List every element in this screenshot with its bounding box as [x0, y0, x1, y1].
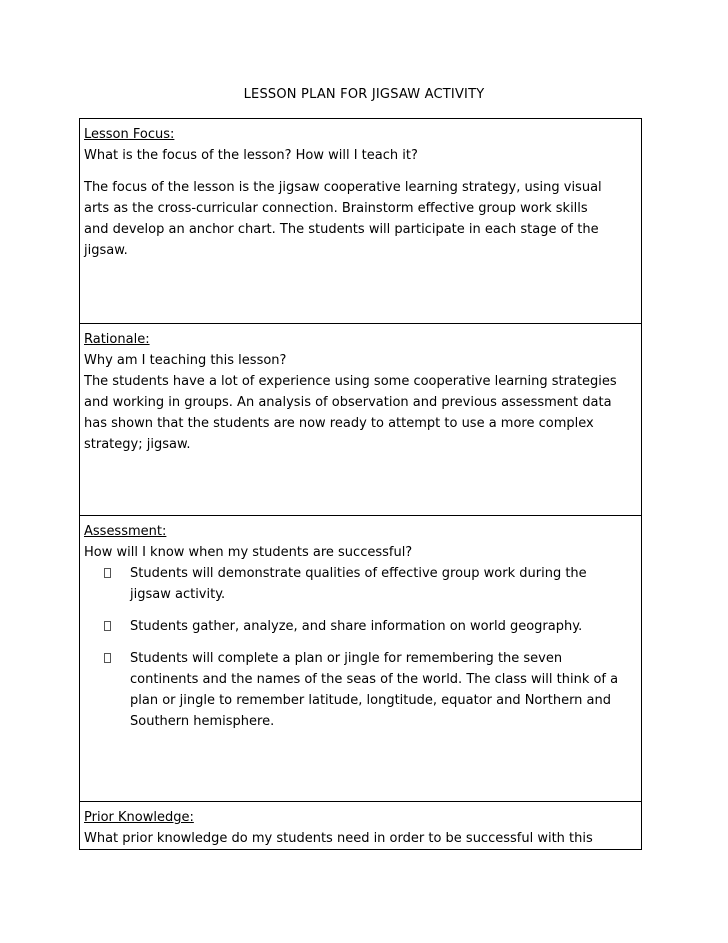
bullet-line: continents and the names of the seas of the world. The class will think of a	[130, 672, 619, 687]
assessment-question: How will I know when my students are successful?	[84, 545, 413, 560]
answer-line: arts as the cross-curricular connection. Brainstorm effective group work skills	[84, 201, 588, 216]
prior-knowledge-cell	[80, 802, 642, 850]
list-item	[102, 648, 635, 732]
answer-line: and working in groups. An analysis of observation and previous assessment data	[84, 395, 612, 410]
assessment-heading: Assessment:	[84, 524, 167, 539]
answer-line: jigsaw.	[84, 243, 128, 258]
bullet-line: Students will complete a plan or jingle for remembering the seven	[130, 651, 563, 666]
bullet-box-icon	[104, 621, 111, 631]
assessment-bullet-list	[84, 563, 635, 732]
assessment-cell	[80, 516, 642, 802]
prior-knowledge-question: What prior knowledge do my students need in order to be successful with this	[84, 831, 593, 846]
rationale-row	[80, 324, 642, 516]
rationale-heading: Rationale:	[84, 332, 150, 347]
page-title: LESSON PLAN FOR JIGSAW ACTIVITY	[243, 87, 485, 102]
lesson-focus-heading: Lesson Focus:	[84, 127, 175, 142]
rationale-question: Why am I teaching this lesson?	[84, 353, 287, 368]
prior-knowledge-heading: Prior Knowledge:	[84, 810, 194, 825]
answer-line: The students have a lot of experience using some cooperative learning strategies	[84, 374, 617, 389]
answer-line: has shown that the students are now ready to attempt to use a more complex	[84, 416, 594, 431]
lesson-focus-cell	[80, 119, 642, 324]
bullet-box-icon	[104, 653, 111, 663]
prior-knowledge-row	[80, 802, 642, 850]
bullet-box-icon	[104, 568, 111, 578]
rationale-cell	[80, 324, 642, 516]
answer-line: The focus of the lesson is the jigsaw cooperative learning strategy, using visual	[84, 180, 602, 195]
bullet-line: Students gather, analyze, and share information on world geography.	[130, 619, 583, 634]
lesson-focus-row	[80, 119, 642, 324]
assessment-row	[80, 516, 642, 802]
answer-line: and develop an anchor chart. The students will participate in each stage of the	[84, 222, 599, 237]
answer-line: strategy; jigsaw.	[84, 437, 191, 452]
bullet-line: plan or jingle to remember latitude, longtitude, equator and Northern and	[130, 693, 612, 708]
bullet-line: Southern hemisphere.	[130, 714, 275, 729]
lesson-focus-answer	[84, 177, 635, 261]
list-item	[102, 616, 635, 637]
bullet-line: Students will demonstrate qualities of effective group work during the	[130, 566, 587, 581]
lesson-plan-table	[79, 118, 642, 850]
bullet-line: jigsaw activity.	[130, 587, 226, 602]
lesson-focus-question: What is the focus of the lesson? How will I teach it?	[84, 148, 418, 163]
list-item	[102, 563, 635, 605]
